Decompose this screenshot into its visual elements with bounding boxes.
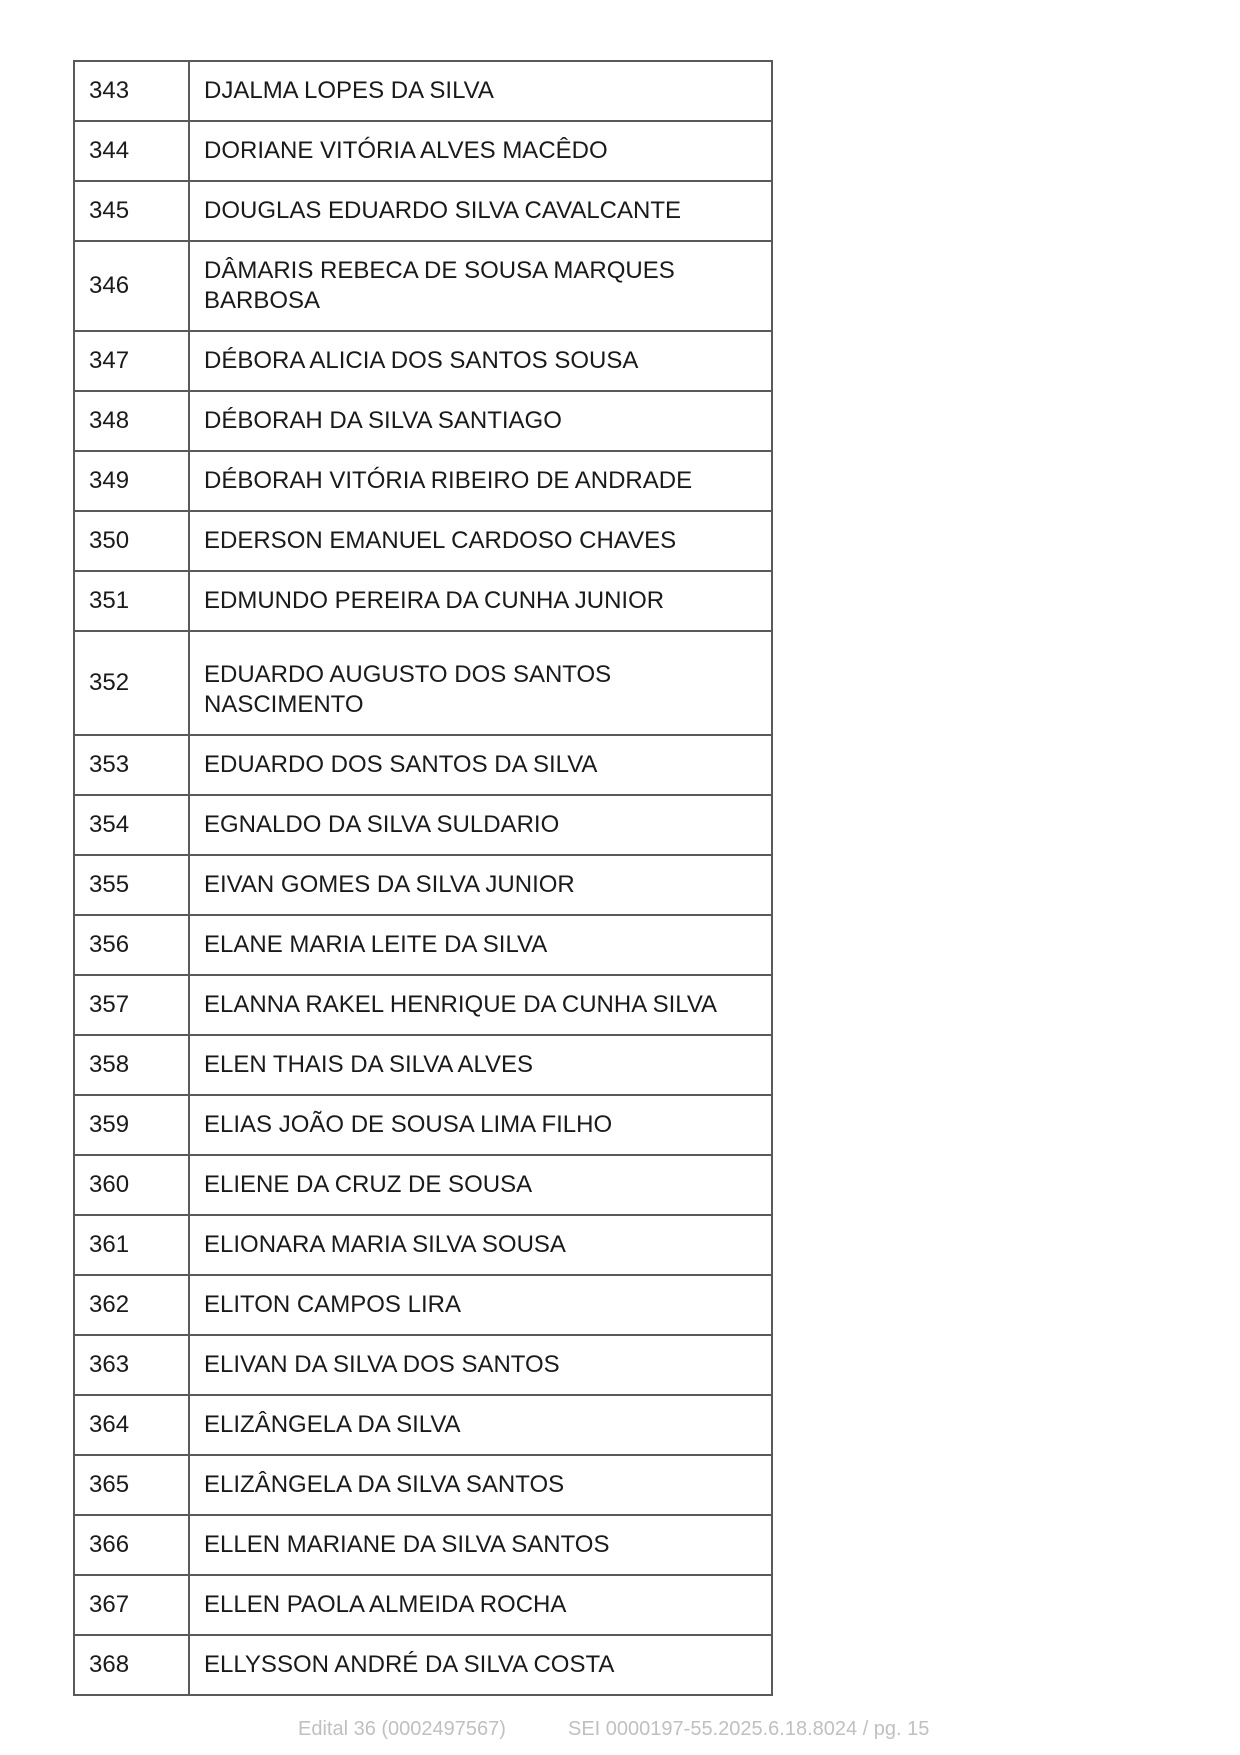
footer-document-id: Edital 36 (0002497567)	[298, 1718, 506, 1740]
table-row	[74, 1335, 772, 1395]
row-name: ELIAS JOÃO DE SOUSA LIMA FILHO	[189, 1095, 772, 1155]
row-number: 346	[74, 241, 189, 331]
row-name: ELIVAN DA SILVA DOS SANTOS	[189, 1335, 772, 1395]
table-row	[74, 1275, 772, 1335]
table-row	[74, 511, 772, 571]
row-name: ELIENE DA CRUZ DE SOUSA	[189, 1155, 772, 1215]
table-row	[74, 1155, 772, 1215]
row-number: 368	[74, 1635, 189, 1695]
row-number: 349	[74, 451, 189, 511]
row-number: 350	[74, 511, 189, 571]
row-name: EDUARDO DOS SANTOS DA SILVA	[189, 735, 772, 795]
row-name: EGNALDO DA SILVA SULDARIO	[189, 795, 772, 855]
row-name: EDERSON EMANUEL CARDOSO CHAVES	[189, 511, 772, 571]
table-row	[74, 1095, 772, 1155]
row-name: EDMUNDO PEREIRA DA CUNHA JUNIOR	[189, 571, 772, 631]
table-row	[74, 735, 772, 795]
row-number: 345	[74, 181, 189, 241]
row-number: 357	[74, 975, 189, 1035]
row-number: 351	[74, 571, 189, 631]
table-row	[74, 121, 772, 181]
row-number: 347	[74, 331, 189, 391]
row-name: ELLYSSON ANDRÉ DA SILVA COSTA	[189, 1635, 772, 1695]
row-number: 362	[74, 1275, 189, 1335]
row-number: 356	[74, 915, 189, 975]
table-row	[74, 451, 772, 511]
footer-process-page: SEI 0000197-55.2025.6.18.8024 / pg. 15	[568, 1718, 930, 1740]
row-name: ELANE MARIA LEITE DA SILVA	[189, 915, 772, 975]
row-name: ELEN THAIS DA SILVA ALVES	[189, 1035, 772, 1095]
row-number: 354	[74, 795, 189, 855]
row-number: 348	[74, 391, 189, 451]
row-name: DOUGLAS EDUARDO SILVA CAVALCANTE	[189, 181, 772, 241]
row-number: 361	[74, 1215, 189, 1275]
row-number: 344	[74, 121, 189, 181]
row-number: 365	[74, 1455, 189, 1515]
row-number: 359	[74, 1095, 189, 1155]
row-number: 352	[74, 631, 189, 735]
row-number: 367	[74, 1575, 189, 1635]
row-number: 353	[74, 735, 189, 795]
table-row	[74, 571, 772, 631]
row-name: ELANNA RAKEL HENRIQUE DA CUNHA SILVA	[189, 975, 772, 1035]
table-row	[74, 181, 772, 241]
table-row	[74, 631, 772, 735]
row-name: DJALMA LOPES DA SILVA	[189, 61, 772, 121]
table-row	[74, 915, 772, 975]
row-name: ELIZÂNGELA DA SILVA SANTOS	[189, 1455, 772, 1515]
names-table	[73, 60, 773, 1696]
row-name: DÉBORAH VITÓRIA RIBEIRO DE ANDRADE	[189, 451, 772, 511]
row-name: ELLEN MARIANE DA SILVA SANTOS	[189, 1515, 772, 1575]
row-name: ELLEN PAOLA ALMEIDA ROCHA	[189, 1575, 772, 1635]
row-name: EIVAN GOMES DA SILVA JUNIOR	[189, 855, 772, 915]
row-name: DÉBORAH DA SILVA SANTIAGO	[189, 391, 772, 451]
table-row	[74, 1515, 772, 1575]
table-row	[74, 855, 772, 915]
table-row	[74, 1455, 772, 1515]
row-name: DORIANE VITÓRIA ALVES MACÊDO	[189, 121, 772, 181]
row-name: ELIONARA MARIA SILVA SOUSA	[189, 1215, 772, 1275]
table-row	[74, 975, 772, 1035]
table-row	[74, 1215, 772, 1275]
row-number: 364	[74, 1395, 189, 1455]
table-row	[74, 1635, 772, 1695]
row-number: 360	[74, 1155, 189, 1215]
row-name: DÂMARIS REBECA DE SOUSA MARQUES BARBOSA	[189, 241, 772, 331]
row-number: 366	[74, 1515, 189, 1575]
table-row	[74, 331, 772, 391]
table-row	[74, 795, 772, 855]
table-row	[74, 1035, 772, 1095]
row-number: 363	[74, 1335, 189, 1395]
table-row	[74, 1395, 772, 1455]
row-name: ELITON CAMPOS LIRA	[189, 1275, 772, 1335]
row-name: DÉBORA ALICIA DOS SANTOS SOUSA	[189, 331, 772, 391]
table-row	[74, 1575, 772, 1635]
table-row	[74, 241, 772, 331]
row-number: 343	[74, 61, 189, 121]
page-footer	[0, 1718, 1240, 1748]
table-row	[74, 61, 772, 121]
row-number: 355	[74, 855, 189, 915]
row-number: 358	[74, 1035, 189, 1095]
row-name: EDUARDO AUGUSTO DOS SANTOS NASCIMENTO	[189, 631, 772, 735]
row-name: ELIZÂNGELA DA SILVA	[189, 1395, 772, 1455]
table-row	[74, 391, 772, 451]
